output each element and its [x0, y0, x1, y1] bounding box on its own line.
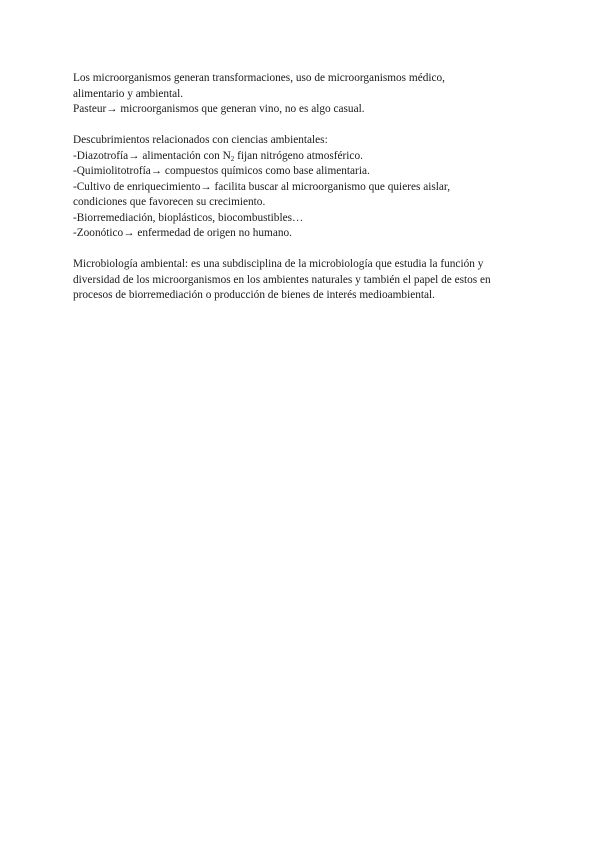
- intro-paragraph: [73, 71, 533, 118]
- nitrogen-subscript: 2: [230, 154, 235, 163]
- text-line: diversidad de los microorganismos en los ambientes naturales y también el papel de estos en: [73, 273, 491, 286]
- diazotrofia-text: -Diazotrofía→ alimentación con N: [73, 149, 231, 162]
- paragraph-spacer: [73, 242, 533, 258]
- diazotrofia-text-end: fijan nitrógeno atmosférico.: [234, 149, 363, 162]
- text-line: Los microorganismos generan transformaciones, uso de microorganismos médico,: [73, 72, 445, 84]
- paragraph-spacer: [73, 118, 533, 134]
- discoveries-paragraph: [73, 133, 533, 242]
- list-item: -Cultivo de enriquecimiento→ facilita buscar al microorganismo que quieres aislar,: [73, 180, 451, 193]
- text-line: Microbiología ambiental: es una subdisciplina de la microbiología que estudia la función y: [73, 258, 484, 270]
- discoveries-heading: Descubrimientos relacionados con ciencias ambientales:: [73, 134, 328, 146]
- definition-paragraph: [73, 257, 533, 304]
- diazotrofia-line: [73, 149, 533, 165]
- list-item: -Biorremediación, bioplásticos, biocombustibles…: [73, 211, 304, 224]
- text-line: Pasteur→ microorganismos que generan vino, no es algo casual.: [73, 103, 365, 115]
- text-line: procesos de biorremediación o producción de bienes de interés medioambiental.: [73, 289, 436, 301]
- text-line: alimentario y ambiental.: [73, 87, 184, 100]
- list-item: -Quimiolitotrofía→ compuestos químicos como base alimentaria.: [73, 165, 370, 177]
- document-body: [73, 71, 533, 304]
- list-item: condiciones que favorecen su crecimiento.: [73, 196, 266, 208]
- list-item: -Zoonótico→ enfermedad de origen no humano.: [73, 227, 292, 239]
